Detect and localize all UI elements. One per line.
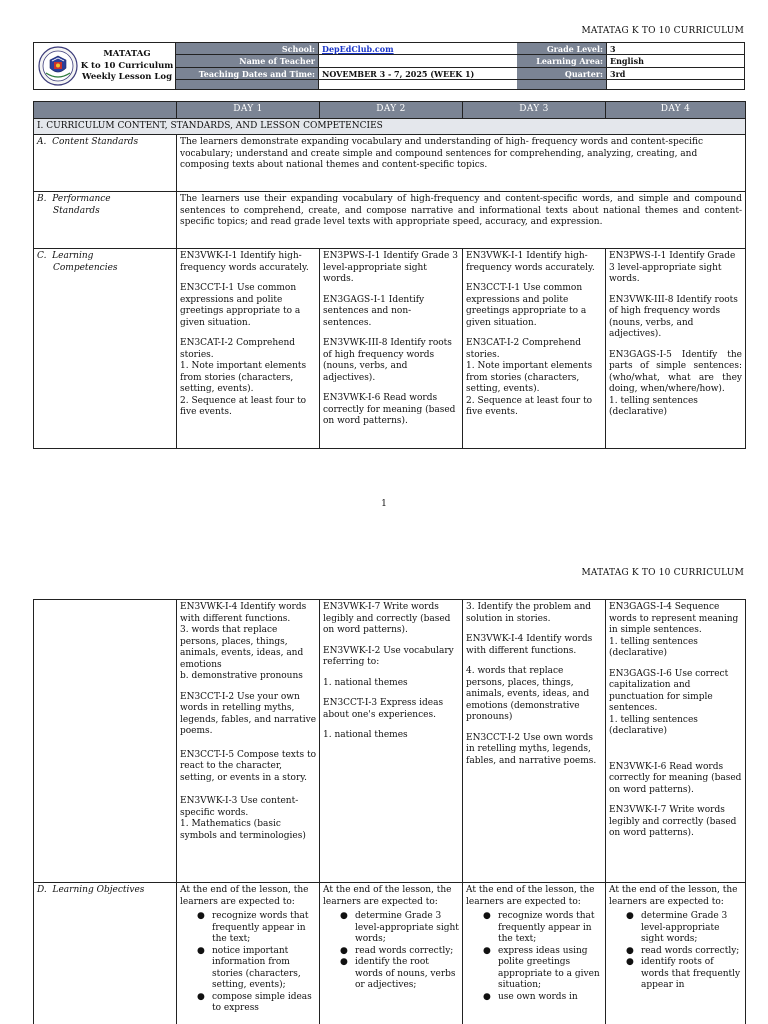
performance-standards-label: B. Performance Standards [34,192,177,249]
competencies-cont-day1: EN3VWK-I-4 Identify words with different functions. 3. words that replace persons, places, things, animals, events, ideas, and emotions b. demonstrative pronouns EN3CCT-I-2 Use your own words in retelling myths, legends, fables, and narrative poems. EN3CCT-I-5 Compose texts to react to the character, setting, or events in a story. EN3VWK-I-3 Use content-specific words. 1. Mathematics (basic symbols and terminologies) [177,600,320,883]
learning-area-value: English [606,55,744,67]
day-header-2: DAY 2 [320,102,463,119]
performance-standards-row [34,192,746,249]
title-line-curriculum: K to 10 Curriculum [80,60,174,71]
school-value [318,43,517,55]
content-standards-row [34,135,746,192]
competencies-day1: EN3VWK-I-1 Identify high-frequency words accurately. EN3CCT-I-1 Use common expressions and polite greetings appropriate to a given situation. EN3CAT-I-2 Comprehend stories. 1. Note important elements from stories (characters, setting, events). 2. Sequence at least four to five events. [177,249,320,449]
competencies-day3: EN3VWK-I-1 Identify high-frequency words accurately. EN3CCT-I-1 Use common expressions and polite greetings appropriate to a given situation. EN3CAT-I-2 Comprehend stories. 1. Note important elements from stories (characters, setting, events). 2. Sequence at least four to five events. [463,249,606,449]
day-header-3: DAY 3 [463,102,606,119]
competencies-day4: EN3PWS-I-1 Identify Grade 3 level-appropriate sight words. EN3VWK-III-8 Identify roots of high frequency words (nouns, verbs, and adjectives). EN3GAGS-I-5 Identify the parts of simple sentences: (who/what, what are they doing, when/where/how). 1. telling sentences (declarative) [606,249,746,449]
school-label: School: [176,43,318,55]
objectives-day3: At the end of the lesson, the learners are expected to: ● recognize words that frequently appear in the text; ● express ideas using polite greetings appropriate to a given situation; ● use own words in [463,883,606,1024]
content-standards-text: The learners demonstrate expanding vocabulary and understanding of high- frequency words and content-specific vocabulary; understand and create simple and compound sentences for comprehending, analyzing, creating, and composing texts about national themes and content-specific topics. [177,135,746,192]
content-standards-label: A. Content Standards [34,135,177,192]
grade-level-label: Grade Level: [517,43,606,55]
dates-value: NOVEMBER 3 - 7, 2025 (WEEK 1) [318,68,517,80]
competencies-cont-day2: EN3VWK-I-7 Write words legibly and correctly (based on word patterns). EN3VWK-I-2 Use vocabulary referring to: 1. national themes EN3CCT-I-3 Express ideas about one's experiences. 1. national themes [320,600,463,883]
logo-cell [34,43,176,89]
teacher-value [318,55,517,67]
page-number: 1 [381,499,387,509]
header-filler-value-2 [606,80,744,89]
day-header-empty [34,102,177,119]
objectives-day2: At the end of the lesson, the learners are expected to: ● determine Grade 3 level-appropriate sight words; ● read words correctly; ● identify the root words of nouns, verbs or adjectives; [320,883,463,1024]
lesson-log-table-page1 [33,101,746,449]
quarter-label: Quarter: [517,68,606,80]
learning-competencies-label: C. Learning Competencies [34,249,177,449]
header-filler-label-2 [517,80,606,89]
performance-standards-text: The learners use their expanding vocabulary of high-frequency and content-specific words, and simple and compound sentences to comprehend, create, and compose narrative and informational texts about national themes and content-specific topics; and read grade level texts with appropriate speed, accuracy, and expression. [177,192,746,249]
learning-objectives-label: D. Learning Objectives [34,883,177,1024]
lesson-log-title [78,49,176,84]
dates-label: Teaching Dates and Time: [176,68,318,80]
day-header-1: DAY 1 [177,102,320,119]
header-filler-value [318,80,517,89]
day-header-row [34,102,746,119]
grade-level-value: 3 [606,43,744,55]
competencies-cont-label [34,600,177,883]
competencies-cont-day4: EN3GAGS-I-4 Sequence words to represent meaning in simple sentences. 1. telling sentences (declarative) EN3GAGS-I-6 Use correct capitalization and punctuation for simple sentences. 1. telling sentences (declarative) EN3VWK-I-6 Read words correctly for meaning (based on word patterns). EN3VWK-I-7 Write words legibly and correctly (based on word patterns). [606,600,746,883]
title-line-log: Weekly Lesson Log [81,72,173,83]
learning-competencies-row [34,249,746,449]
day-header-4: DAY 4 [606,102,746,119]
section-row [34,118,746,135]
quarter-value: 3rd [606,68,744,80]
deped-seal-icon [38,46,78,86]
learning-area-label: Learning Area: [517,55,606,67]
learning-objectives-row [34,883,746,1024]
header-filler-label [176,80,318,89]
curriculum-label-page2: MATATAG K TO 10 CURRICULUM [581,568,744,578]
lesson-log-table-page2 [33,599,746,1024]
school-link[interactable]: DepEdClub.com [322,44,394,54]
objectives-day1: At the end of the lesson, the learners are expected to: ● recognize words that frequently appear in the text; ● notice important information from stories (characters, setting, events); ● compose simple ideas to express [177,883,320,1024]
curriculum-label: MATATAG K TO 10 CURRICULUM [581,26,744,36]
teacher-label: Name of Teacher [176,55,318,67]
competencies-day2: EN3PWS-I-1 Identify Grade 3 level-appropriate sight words. EN3GAGS-I-1 Identify sentences and non-sentences. EN3VWK-III-8 Identify roots of high frequency words (nouns, verbs, and adjectives). EN3VWK-I-6 Read words correctly for meaning (based on word patterns). [320,249,463,449]
objectives-day4: At the end of the lesson, the learners are expected to: ● determine Grade 3 level-appropriate sight words; ● read words correctly; ● identify roots of words that frequently appear in [606,883,746,1024]
competencies-continued-row [34,600,746,883]
section-title: I. CURRICULUM CONTENT, STANDARDS, AND LESSON COMPETENCIES [34,118,746,135]
lesson-log-header [33,42,745,90]
header-fields [176,43,744,89]
competencies-cont-day3: 3. Identify the problem and solution in stories. EN3VWK-I-4 Identify words with different functions. 4. words that replace persons, places, things, animals, events, ideas, and emotions (demonstrative pronouns) EN3CCT-I-2 Use own words in retelling myths, legends, fables, and narrative poems. [463,600,606,883]
title-line-matatag: MATATAG [103,49,151,59]
